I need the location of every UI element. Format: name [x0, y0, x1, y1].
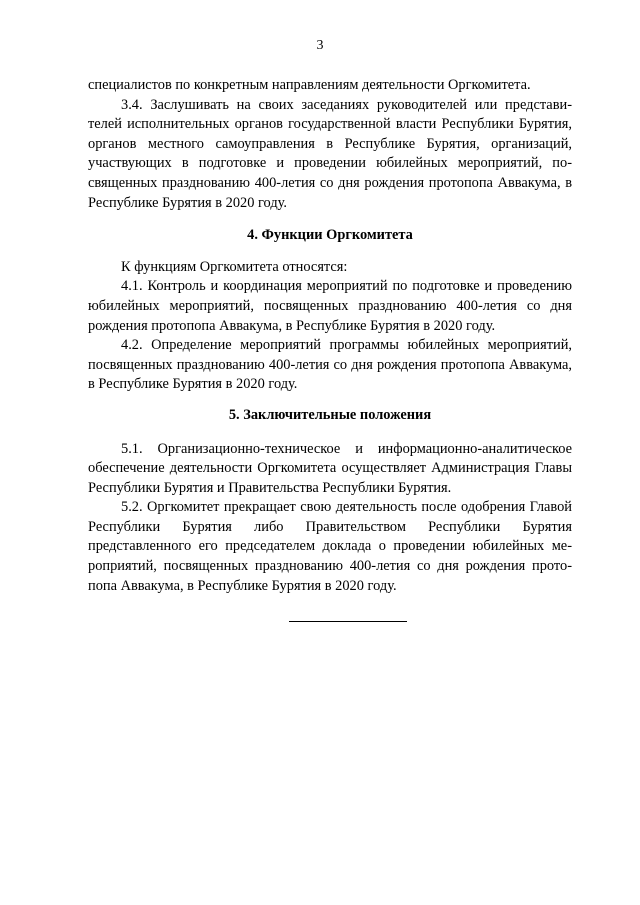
end-of-document-line — [289, 621, 407, 622]
paragraph-functions-intro: К функциям Оргкомитета относятся: — [121, 258, 348, 275]
paragraph-3-4: 3.4. Заслушивать на своих заседаниях руководителей или представителей исполнительных органов государственной власти Республики Бурятия, органов местного самоуправления в Республике Бурятия, организаций, участвующих в подготовке и проведении юбилейных мероприятий, посвященных празднованию 400-летия со дня рождения протопопа Аввакума, в Республике Бурятия в 2020 году. — [88, 96, 572, 211]
paragraph-5-2: 5.2. Оргкомитет прекращает свою деятельность после одобрения Главой Республики Бурятия либо Правительством Республики Бурятия представленного его председателем доклада о проведении юбилейных мероприятий, посвященных празднованию 400-летия со дня рождения протопопа Аввакума, в Республике Бурятия в 2020 году. — [88, 499, 572, 594]
paragraph-4-2: 4.2. Определение мероприятий программы юбилейных мероприятий, посвященных празднованию 400-летия со дня рождения протопопа Аввакума, в Республике Бурятия в 2020 году. — [88, 337, 572, 393]
page-number: 3 — [316, 38, 324, 53]
paragraph-continuation: специалистов по конкретным направлениям деятельности Оргкомитета. — [88, 77, 531, 93]
section-heading-final-provisions: 5. Заключительные положения — [228, 406, 432, 423]
paragraph-5-1: 5.1. Организационно-техническое и информационно-аналитическое обеспечение деятельности Оргкомитета осуществляет Администрация Главы Республики Бурятия и Правительства Республики Бурятия. — [88, 440, 572, 496]
section-heading-functions: 4. Функции Оргкомитета — [247, 227, 413, 244]
paragraph-4-1: 4.1. Контроль и координация мероприятий по подготовке и проведению юбилейных мероприятий, посвященных празднованию 400-летия со дня рождения протопопа Аввакума, в Республике Бурятия в 2020 году. — [88, 278, 572, 334]
document-body — [88, 76, 572, 596]
